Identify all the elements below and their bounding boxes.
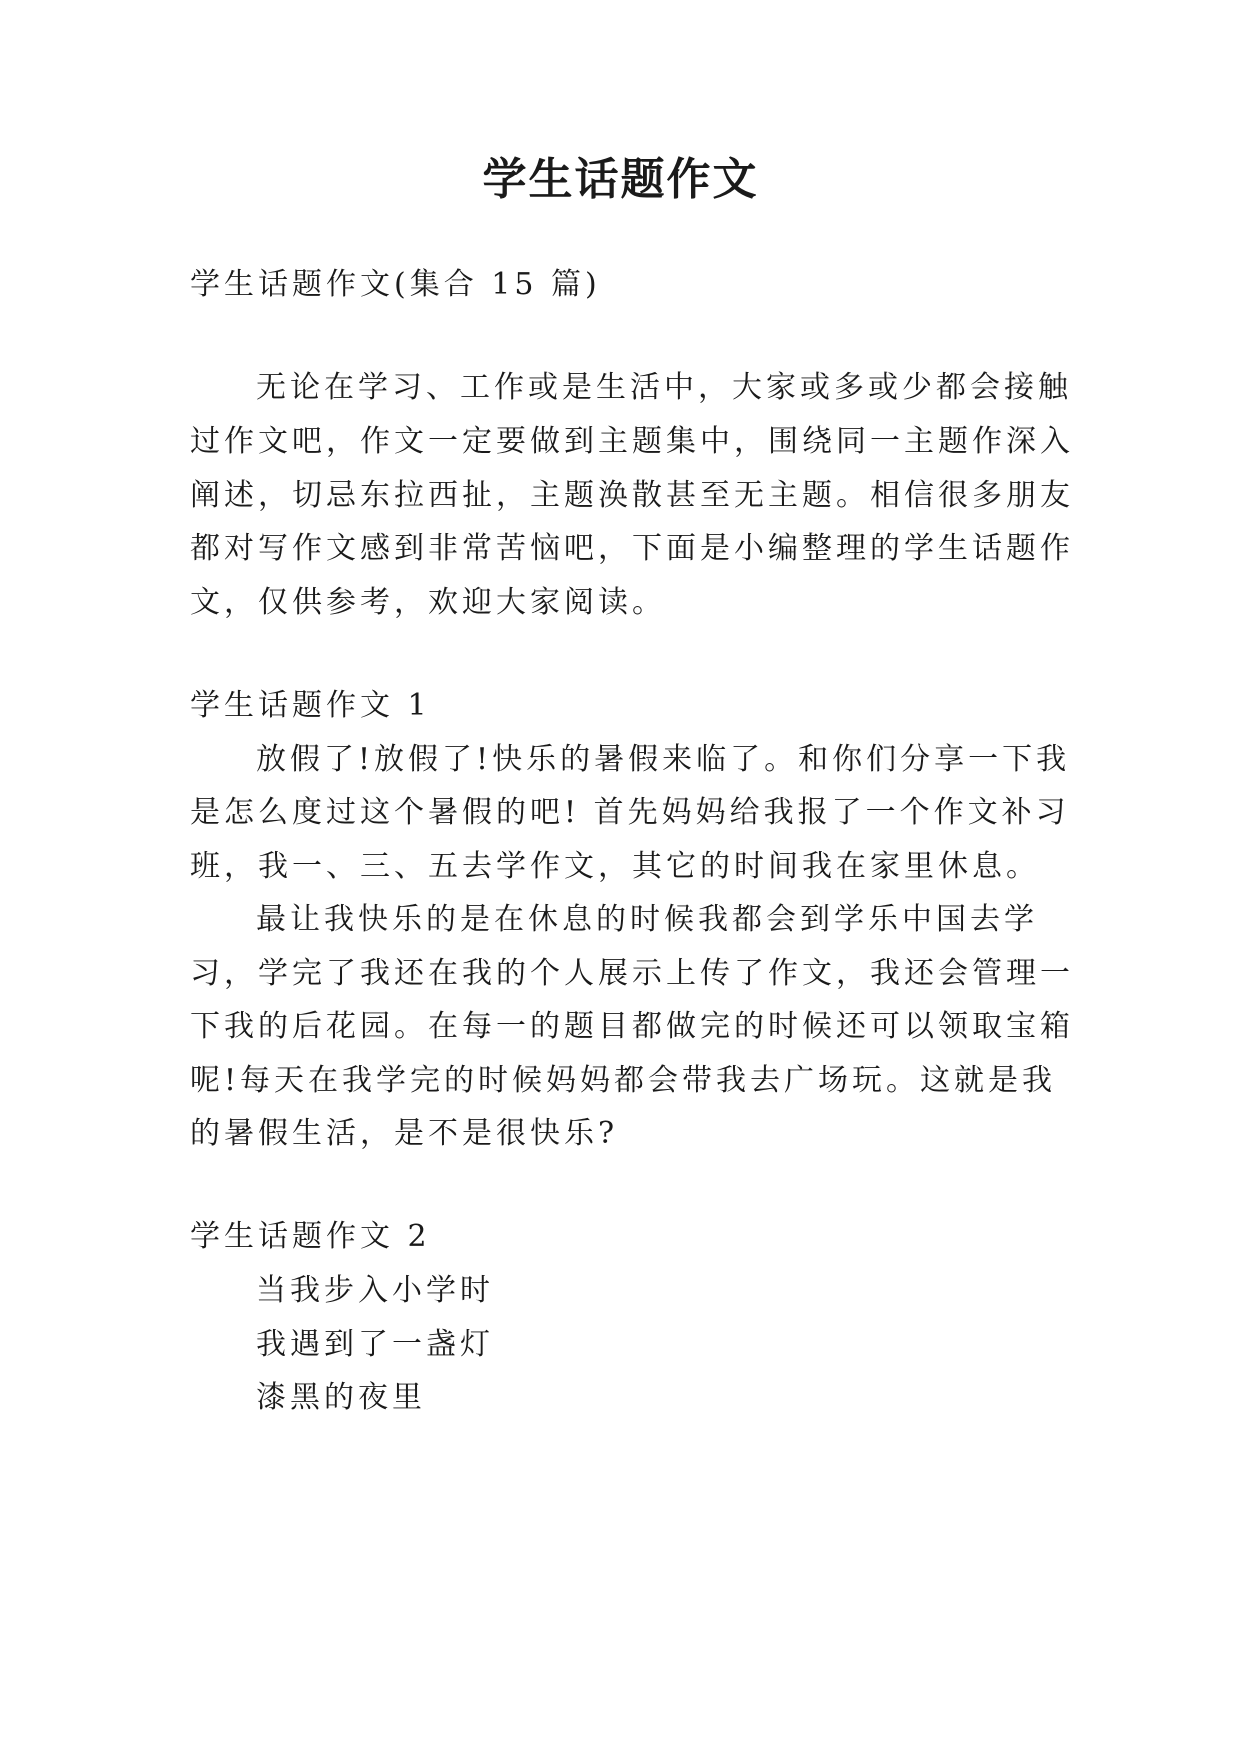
intro-line: 无论在学习、工作或是生活中，大家或多或少都会接触 <box>256 370 1072 405</box>
essay1-line: 的暑假生活，是不是很快乐? <box>190 1116 619 1151</box>
essay1-line: 呢!每天在我学完的时候妈妈都会带我去广场玩。这就是我 <box>190 1063 1057 1098</box>
intro-line: 过作文吧，作文一定要做到主题集中，围绕同一主题作深入 <box>190 424 1074 459</box>
essay1-line: 下我的后花园。在每一的题目都做完的时候还可以领取宝箱 <box>190 1009 1074 1044</box>
essay2-heading: 学生话题作文 2 <box>190 1219 431 1254</box>
essay1-line: 放假了!放假了!快乐的暑假来临了。和你们分享一下我 <box>256 742 1071 777</box>
essay1-line: 习，学完了我还在我的个人展示上传了作文，我还会管理一 <box>190 956 1074 991</box>
essay1-heading: 学生话题作文 1 <box>190 688 431 723</box>
intro-line: 都对写作文感到非常苦恼吧，下面是小编整理的学生话题作 <box>190 531 1074 566</box>
essay1-line: 班，我一、三、五去学作文，其它的时间我在家里休息。 <box>190 849 1040 884</box>
poem-line: 我遇到了一盏灯 <box>256 1327 494 1362</box>
essay1-line: 最让我快乐的是在休息的时候我都会到学乐中国去学 <box>256 902 1038 937</box>
collection-subtitle: 学生话题作文(集合 15 篇) <box>190 267 601 302</box>
essay1-line: 是怎么度过这个暑假的吧! 首先妈妈给我报了一个作文补习 <box>190 795 1070 830</box>
poem-line: 当我步入小学时 <box>256 1273 494 1308</box>
intro-line: 文，仅供参考，欢迎大家阅读。 <box>190 585 666 620</box>
intro-line: 阐述，切忌东拉西扯，主题涣散甚至无主题。相信很多朋友 <box>190 478 1074 513</box>
document-title: 学生话题作文 <box>482 154 759 205</box>
poem-line: 漆黑的夜里 <box>256 1380 426 1415</box>
